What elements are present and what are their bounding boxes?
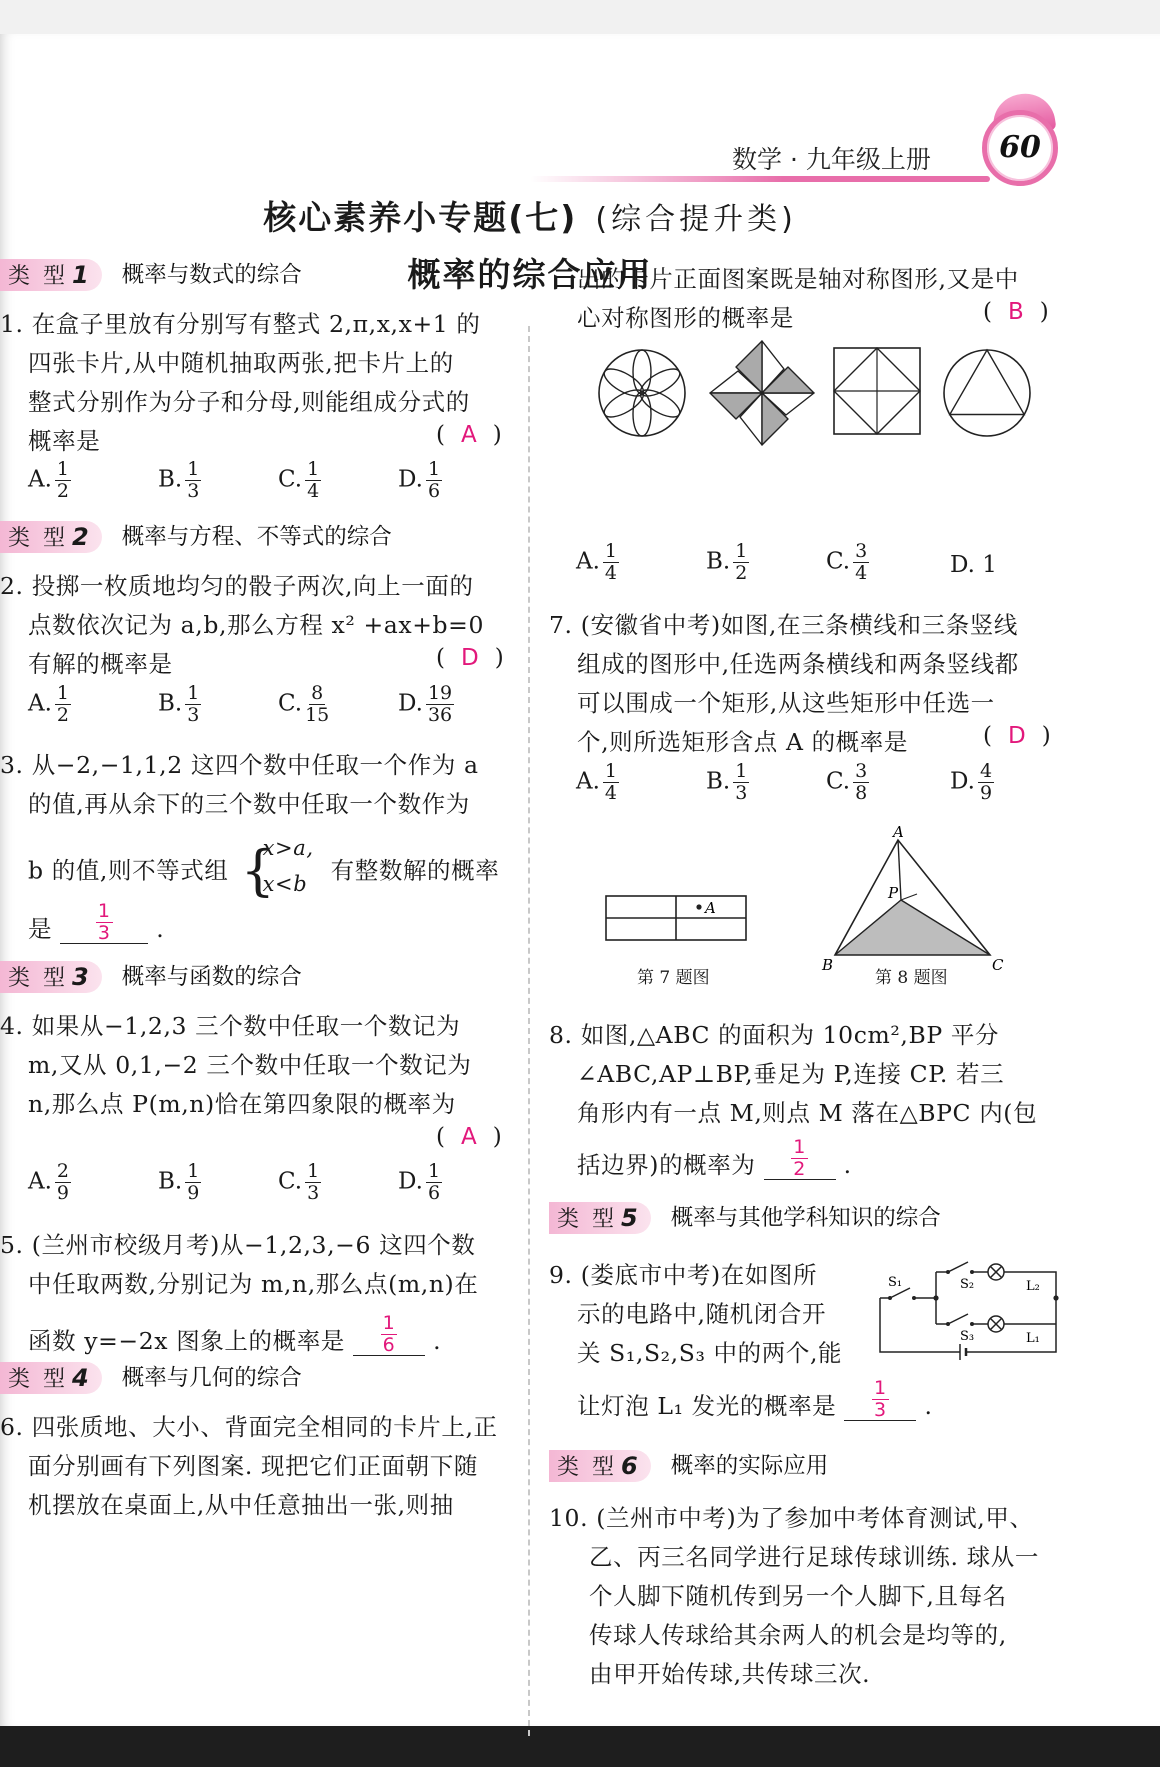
page-title [0,192,1060,239]
page-number-badge [982,94,1060,188]
flower-pattern-card [599,350,685,436]
answer-choice: D [460,645,479,671]
option-a: A. $\frac{2}{9}$ [28,1160,70,1204]
column-divider [528,326,530,1736]
point-a-label: A [705,899,716,917]
figure-8-caption: 第 8 题图 [875,968,948,988]
figure-9-circuit [874,1252,1060,1370]
inequality-2: x<b [262,872,308,896]
answer-box: ( B ) [983,299,1049,325]
answer-choice: D [1007,723,1026,749]
header-rule [530,176,990,182]
title-main: 核心素养小专题(七) [263,198,578,237]
answer-choice: A [460,1124,477,1150]
option-b: B. $\frac{1}{3}$ [158,458,200,502]
answer-choice: A [460,422,477,448]
top-margin [0,0,1160,34]
option-d: D. $\frac{4}{9}$ [950,760,993,804]
card-patterns-figure [596,338,1036,456]
figure-7-grid [600,892,750,944]
figure-8-triangle [816,820,1016,970]
title-sub: (综合提升类) [595,202,797,237]
svg-text:A: A [893,823,904,841]
option-d: D. $\frac{1}{6}$ [398,458,441,502]
option-c: C. $\frac{8}{15}$ [278,682,330,726]
answer-choice: B [1007,299,1024,325]
section-type-3: 类 型 3 概率与函数的综合 [0,961,302,995]
option-d: D. 1 [950,552,997,578]
section-type-6: 类 型 6 概率的实际应用 [549,1450,828,1484]
section-type-4: 类 型 4 概率与几何的综合 [0,1362,302,1396]
inequality-1: x>a, [262,836,314,860]
option-a: A. $\frac{1}{2}$ [28,458,70,502]
option-c: C. $\frac{1}{3}$ [278,1160,320,1204]
option-b: B. $\frac{1}{2}$ [706,540,748,584]
pinwheel-pattern-card [710,341,814,445]
svg-text:S₁: S₁ [888,1275,903,1290]
circle-triangle-pattern-card [944,350,1030,436]
section-type-1: 类 型 1 概率与数式的综合 [0,259,302,293]
svg-text:L₂: L₂ [1026,1279,1040,1294]
option-c: C. $\frac{1}{4}$ [278,458,320,502]
option-b: B. $\frac{1}{3}$ [706,760,748,804]
section-type-5: 类 型 5 概率与其他学科知识的综合 [549,1202,941,1236]
page-topic: 概率的综合应用 [407,255,653,294]
answer-box: ( A ) [436,422,502,448]
answer-box: ( A ) [436,1124,502,1150]
option-c: C. $\frac{3}{4}$ [826,540,868,584]
svg-text:P: P [888,884,899,902]
header-subject: 数学 · 九年级上册 [732,145,931,174]
svg-text:S₃: S₃ [960,1329,975,1344]
option-b: B. $\frac{1}{3}$ [158,682,200,726]
square-diamond-pattern-card [834,348,920,434]
option-b: B. $\frac{1}{9}$ [158,1160,200,1204]
figure-7-caption: 第 7 题图 [637,968,710,988]
option-c: C. $\frac{3}{8}$ [826,760,868,804]
svg-text:B: B [822,956,834,970]
option-a: A. $\frac{1}{2}$ [28,682,70,726]
svg-text:L₁: L₁ [1026,1331,1040,1346]
option-d: D. $\frac{1}{6}$ [398,1160,441,1204]
svg-text:C: C [992,956,1004,970]
option-a: A. $\frac{1}{4}$ [576,540,618,584]
bottom-bar [0,1726,1160,1767]
page-number: 60 [999,130,1041,165]
svg-text:S₂: S₂ [960,1277,975,1292]
answer-box: ( D ) [983,723,1051,749]
answer-box: ( D ) [436,645,504,671]
option-d: D. $\frac{19}{36}$ [398,682,453,726]
workbook-page: 数学 · 九年级上册 60 核心素养小专题(七) (综合提升类) 概率的综合应用 类 型 1 概率与数式的综合 1. 在盒子里放有分别写有整式 2,π,x,x+1 的 四张卡片,从中随机抽取两张,把卡片上的 整式分别作为分子和分母,则能组成分式的 概率是 ( A ) A. $\frac{1}{2}$ B. $\frac{1}{3}$ C. $\frac{1}{4}$ D. $\frac{1}{6}$ 类 型 2 概率与方程、不等式的综合 2. 投掷一枚质地均匀的骰子两次,向上一面的 点数依次记为 a,b,那么方程 x² +ax+b=0 有解的概率是 ( D ) A. $\frac{1}{2}$ B. $\frac{1}{3}$ C. $\frac{8}{15}$ D. $\frac{19}{36}$ 3. 从−2,−1,1,2 这四个数中任取一个作为 a 的值,再从余下的三个数中任取一个数作为 b 的值,则不等式组 { x>a, x<b 有整数解的概率 是 $\frac{1}{3}$ . 类 型 3 概率与函数的综合 4. 如果从−1,2,3 三个数中任取一个数记为 m,又从 0,1,−2 三个数中任取一个数记为 n,那么点 P(m,n)恰在第四象限的概率为 ( A ) A. $\frac{2}{9}$ B. $\frac{1}{9}$ C. $\frac{1}{3}$ D. $\frac{1}{6}$ 5. (兰州市校级月考)从−1,2,3,−6 这四个数 中任取两数,分别记为 m,n,那么点(m,n)在 函数 y=−2x 图象上的概率是 $\frac{1}{6}$ . 类 型 4 概率与几何的综合 6. 四张质地、大小、背面完全相同的卡片上,正 面分别画有下列图案. 现把它们正面朝下随 机摆放在桌面上,从中任意抽出一张,则抽 出的卡片正面图案既是轴对称图形,又是中 心对称图形的概率是 ( B ) A. $\frac{1}{4}$ B. $\frac{1}{2}$ C. $\frac{3}{4}$ D. 1 7. (安徽省中考)如图,在三条横线和三条竖线 组成的图形中,任选两条横线和两条竖线都 可以围成一个矩形,从这些矩形中任选一 个,则所选矩形含点 A 的概率是 ( D ) A. $\frac{1}{4}$ B. $\frac{1}{3}$ C. $\frac{3}{8}$ D. $\frac{4}{9}$ A 第 7 题图 A P B C 第 8 题图 8. 如图,△ABC 的面积为 10cm²,BP 平分 ∠ABC,AP⊥BP,垂足为 P,连接 CP. 若三 角形内有一点 M,则点 M 落在△BPC 内(包 括边界)的概率为 $\frac{1}{2}$ . 类 型 5 概率与其他学科知识的综合 9. (娄底市中考)在如图所 示的电路中,随机闭合开 关 S₁,S₂,S₃ 中的两个,能 让灯泡 L₁ 发光的概率是 $\frac{1}{3}$ . S₁ S₂ S₃ L₂ L₁ 类 型 6 概率的实际应用 10. (兰州市中考)为了参加中考体育测试,甲、 乙、丙三名同学进行足球传球训练. 球从一 个人脚下随机传到另一个人脚下,且每名 传球人传球给其余两人的机会是均等的, 由甲开始传球,共传球三次. [0,34,1160,1726]
section-type-2: 类 型 2 概率与方程、不等式的综合 [0,521,392,555]
option-a: A. $\frac{1}{4}$ [576,760,618,804]
